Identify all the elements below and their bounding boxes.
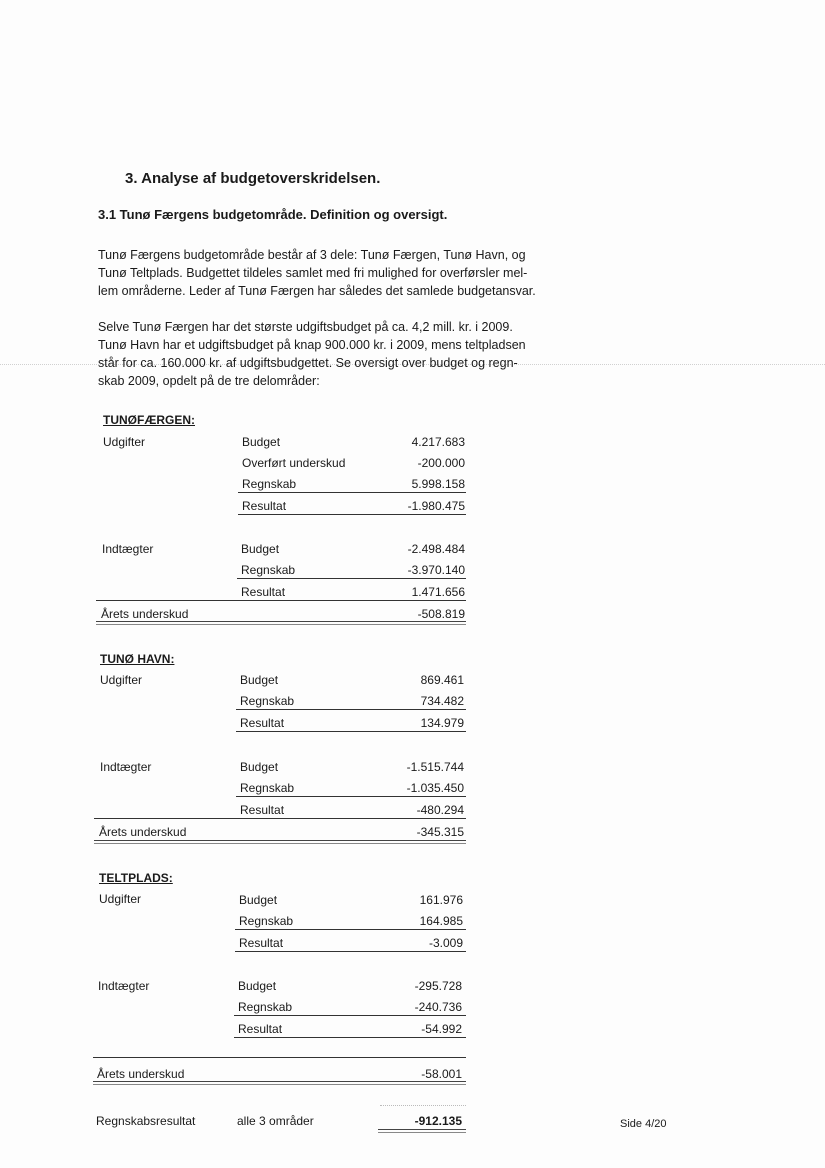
underline	[236, 731, 466, 732]
page-number: Side 4/20	[620, 1118, 667, 1130]
total-label: Årets underskud	[99, 825, 187, 839]
indtaegter-label: Indtægter	[98, 979, 150, 993]
summary-value: -912.135	[414, 1114, 462, 1128]
row-value: -3.009	[428, 936, 463, 950]
underline	[236, 796, 466, 797]
section-title-teltplads: TELTPLADS:	[99, 871, 173, 885]
paragraph-line: skab 2009, opdelt på de tre delområder:	[98, 374, 320, 388]
row-label: Budget	[240, 760, 279, 774]
row-label: Budget	[241, 542, 280, 556]
row-value: -1.515.744	[406, 760, 464, 774]
underline	[235, 929, 466, 930]
underline	[96, 600, 466, 601]
row-value: -240.736	[414, 1000, 462, 1014]
row-value: 161.976	[419, 893, 463, 907]
row-value: -200.000	[417, 456, 465, 470]
row-value: 4.217.683	[411, 435, 465, 449]
section-heading: 3. Analyse af budgetoverskridelsen.	[125, 170, 381, 187]
row-label: Regnskab	[240, 694, 295, 708]
dotted-rule	[380, 1105, 466, 1106]
double-underline	[94, 840, 466, 844]
paragraph-line: Tunø Havn har et udgiftsbudget på knap 900.000 kr. i 2009, mens teltpladsen	[98, 338, 526, 352]
total-value: -58.001	[421, 1067, 462, 1081]
row-label: Regnskab	[238, 1000, 293, 1014]
row-label: Resultat	[238, 1022, 283, 1036]
underline	[238, 514, 466, 515]
row-label: Budget	[242, 435, 281, 449]
paragraph-line: Selve Tunø Færgen har det største udgiftsbudget på ca. 4,2 mill. kr. i 2009.	[98, 320, 513, 334]
row-label: Resultat	[242, 499, 287, 513]
row-label: Resultat	[240, 716, 285, 730]
underline	[235, 951, 466, 952]
summary-label: Regnskabsresultat	[96, 1114, 196, 1128]
paragraph-line: Tunø Teltplads. Budgettet tildeles samlet med fri mulighed for overførsler mel-	[98, 266, 528, 280]
paragraph-line: står for ca. 160.000 kr. af udgiftsbudgettet. Se oversigt over budget og regn-	[98, 356, 518, 370]
row-label: Regnskab	[241, 563, 296, 577]
paragraph-2	[98, 318, 598, 390]
row-value: 5.998.158	[411, 477, 465, 491]
row-label: Regnskab	[242, 477, 297, 491]
paragraph-1	[98, 246, 598, 300]
row-label: Overført underskud	[242, 456, 346, 470]
row-value: 134.979	[420, 716, 464, 730]
double-underline	[96, 621, 466, 625]
double-underline	[378, 1129, 466, 1133]
paragraph-line: Tunø Færgens budgetområde består af 3 dele: Tunø Færgen, Tunø Havn, og	[98, 248, 526, 262]
row-label: Regnskab	[240, 781, 295, 795]
underline	[94, 818, 466, 819]
section-title-tunofaergen: TUNØFÆRGEN:	[103, 413, 195, 427]
row-value: 1.471.656	[411, 585, 465, 599]
row-value: -295.728	[414, 979, 462, 993]
row-label: Resultat	[240, 803, 285, 817]
row-label: Budget	[240, 673, 279, 687]
underline	[93, 1057, 466, 1058]
row-label: Resultat	[239, 936, 284, 950]
underline	[236, 709, 466, 710]
total-label: Årets underskud	[97, 1067, 185, 1081]
underline	[234, 1015, 466, 1016]
paragraph-line: lem områderne. Leder af Tunø Færgen har således det samlede budgetansvar.	[98, 284, 536, 298]
row-value: 164.985	[419, 914, 463, 928]
indtaegter-label: Indtægter	[102, 542, 154, 556]
summary-scope: alle 3 områder	[237, 1114, 314, 1128]
row-value: -480.294	[416, 803, 464, 817]
total-label: Årets underskud	[101, 607, 189, 621]
underline	[237, 578, 466, 579]
row-value: -2.498.484	[407, 542, 465, 556]
udgifter-label: Udgifter	[99, 892, 142, 906]
row-label: Resultat	[241, 585, 286, 599]
underline	[234, 1037, 466, 1038]
subsection-heading: 3.1 Tunø Færgens budgetområde. Definition og oversigt.	[98, 207, 448, 222]
row-value: 734.482	[420, 694, 464, 708]
underline	[238, 492, 466, 493]
section-title-tuno-havn: TUNØ HAVN:	[100, 652, 175, 666]
row-value: -1.980.475	[407, 499, 465, 513]
row-label: Budget	[238, 979, 277, 993]
double-underline	[93, 1081, 466, 1085]
row-value: -1.035.450	[406, 781, 464, 795]
row-label: Budget	[239, 893, 278, 907]
row-value: -54.992	[421, 1022, 462, 1036]
udgifter-label: Udgifter	[100, 673, 143, 687]
udgifter-label: Udgifter	[103, 435, 146, 449]
indtaegter-label: Indtægter	[100, 760, 152, 774]
row-value: -3.970.140	[407, 563, 465, 577]
total-value: -508.819	[417, 607, 465, 621]
total-value: -345.315	[416, 825, 464, 839]
row-label: Regnskab	[239, 914, 294, 928]
row-value: 869.461	[420, 673, 464, 687]
